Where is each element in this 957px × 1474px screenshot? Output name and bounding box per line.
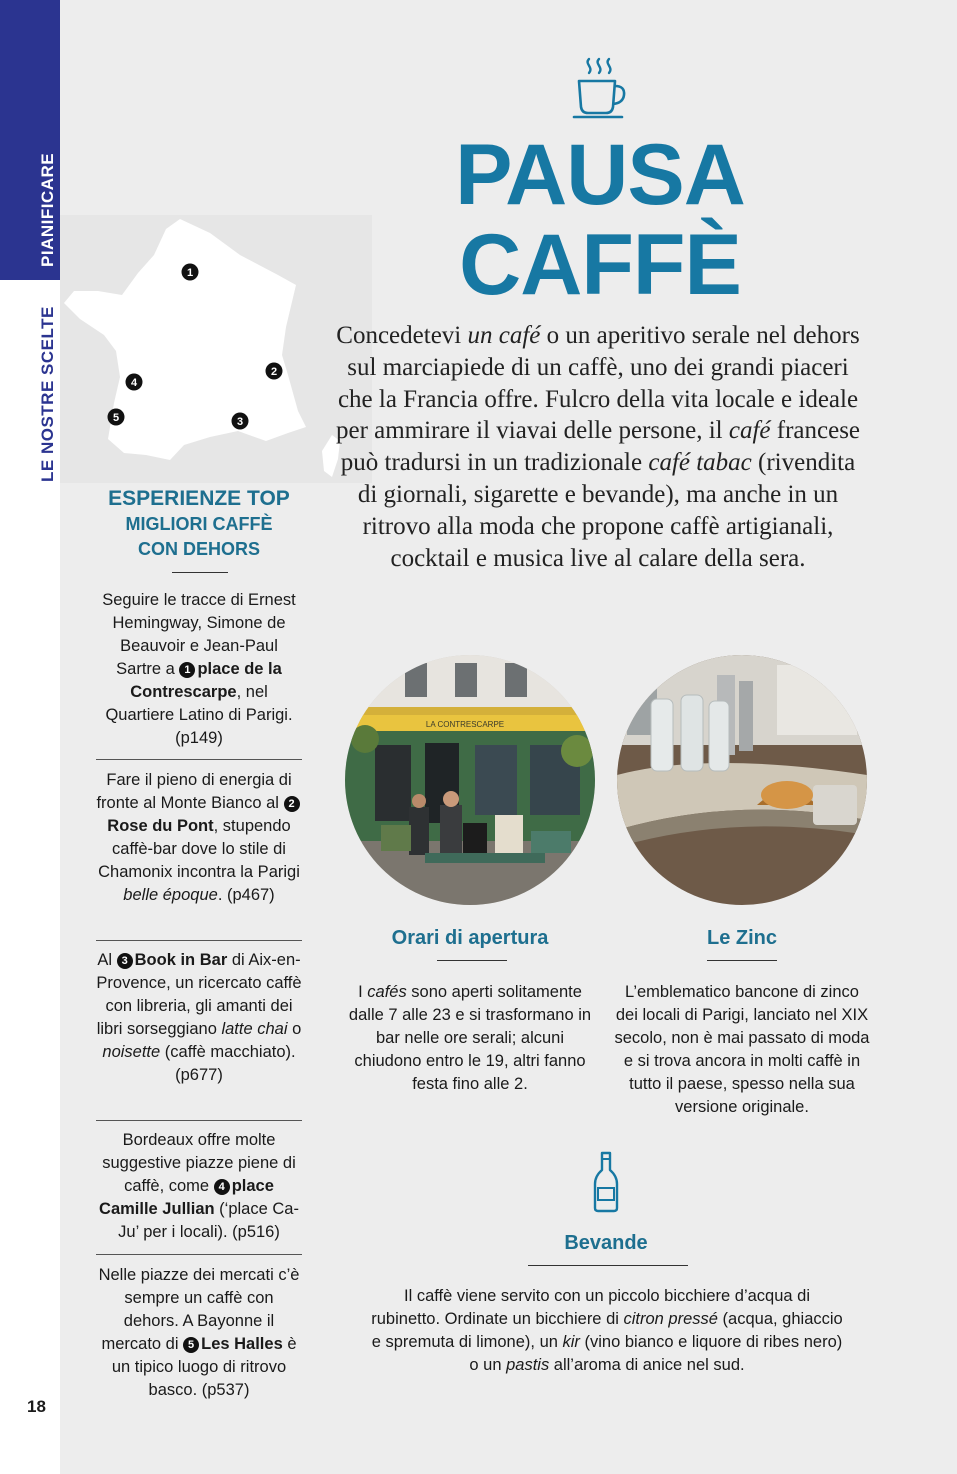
number-badge: 3 <box>117 953 133 969</box>
number-badge: 4 <box>214 1179 230 1195</box>
le-zinc-heading: Le Zinc <box>706 927 777 949</box>
le-zinc-text: L’emblematico bancone di zinco dei locali di Parigi, lanciato nel XIX secolo, non è mai passato di moda e si trova ancora in molti caffè in tutto il paese, spesso nella sua versione originale. <box>614 983 870 1116</box>
map-marker-4 <box>126 374 143 391</box>
drinks-text: Il caffè viene servito con un piccolo bicchiere d’acqua di rubinetto. Ordinate un bicchiere di citron pressé (acqua, ghiaccio e spremuta di limone), un kir (vino bianco e liquore di ribes nero) o un pastis all’aroma di anice nel sud. <box>371 1287 843 1374</box>
experience-item-3: Al 3 Book in Bar di Aix-en-Provence, un ricercato caffè con libreria, gli amanti dei libri sorseggiano latte chai o noisette (caffè macchiato). (p677) <box>96 949 302 1121</box>
svg-text:4: 4 <box>130 377 138 389</box>
divider <box>172 572 228 573</box>
svg-text:3: 3 <box>236 416 244 428</box>
place-name: Les Halles <box>201 1335 283 1353</box>
opening-hours-text: I cafés sono aperti solitamente dalle 7 alle 23 e si trasformano in bar nelle ore serali; alcuni chiudono entro le 19, altri fanno festa fino alle 2. <box>348 983 592 1093</box>
intro-paragraph: Concedetevi un café o un aperitivo serale nel dehors sul marciapiede di un caffè, uno dei grandi piaceri che la Francia offre. Fulcro della vita locale e ideale per ammirare il viavai delle persone, il café francese può tradursi in un tradizionale café tabac (rivendita di giornali, sigarette e bevande), ma anche in un ritrovo alla moda che propone caffè artigianali, cocktail e musica live al calare della sera. <box>335 322 861 572</box>
divider <box>707 960 777 961</box>
section-label: PIANIFICARE <box>38 152 57 267</box>
zinc-bar-photo <box>617 655 867 905</box>
title-line-1: PAUSA <box>455 127 745 223</box>
divider <box>528 1265 688 1266</box>
number-badge: 5 <box>183 1337 199 1353</box>
subsection-label: LE NOSTRE SCELTE <box>38 306 57 482</box>
map-marker-2 <box>266 363 283 380</box>
drinks-heading: Bevande <box>564 1232 648 1254</box>
page-number: 18 <box>27 1397 46 1416</box>
number-badge: 1 <box>179 662 195 678</box>
heading-line-2: MIGLIORI CAFFÈ <box>125 514 273 534</box>
bottle-icon <box>590 1150 622 1214</box>
map-marker-3 <box>232 413 249 430</box>
svg-text:5: 5 <box>112 412 120 424</box>
place-name: Book in Bar <box>134 951 228 969</box>
heading-line-3: CON DEHORS <box>137 539 260 559</box>
page-title <box>420 127 780 313</box>
cafe-exterior-photo <box>345 655 595 905</box>
heading-line-1: ESPERIENZE TOP <box>108 487 290 510</box>
experience-item-2: Fare il pieno di energia di fronte al Monte Bianco al 2Rose du Pont, stupendo caffè-bar dove lo stile di Chamonix incontra la Parigi belle époque. (p467) <box>96 769 302 941</box>
svg-text:2: 2 <box>270 366 278 378</box>
france-map <box>60 215 372 483</box>
svg-text:LA CONTRESCARPE: LA CONTRESCARPE <box>425 720 505 729</box>
experience-item-1: Seguire le tracce di Ernest Hemingway, Simone de Beauvoir e Jean-Paul Sartre a 1 place de la Contrescarpe, nel Quartiere Latino di Parigi. (p149) <box>96 589 302 760</box>
map-marker-5 <box>108 409 125 426</box>
svg-text:1: 1 <box>186 267 194 279</box>
place-name: Rose du Pont <box>107 817 214 835</box>
coffee-cup-icon <box>572 55 628 121</box>
place-name: place Camille Jullian <box>99 1177 274 1218</box>
number-badge: 2 <box>284 796 300 812</box>
france-shape <box>64 219 306 460</box>
map-marker-1 <box>182 264 199 281</box>
experience-item-4: Bordeaux offre molte suggestive piazze piene di caffè, come 4 place Camille Jullian (‘place Ca-Ju’ per i locali). (p516) <box>96 1129 302 1255</box>
cafe-exterior-illustration <box>345 655 595 905</box>
opening-hours-heading: Orari di apertura <box>391 927 549 949</box>
place-name: place de la Contrescarpe <box>130 660 282 701</box>
zinc-bar-illustration <box>617 655 867 905</box>
title-line-2: CAFFÈ <box>459 217 741 313</box>
top-experiences-heading <box>96 485 302 562</box>
experience-item-5: Nelle piazze dei mercati c’è sempre un caffè con dehors. A Bayonne il mercato di 5 Les Halles è un tipico luogo di ritrovo basco. (p537) <box>98 1266 300 1399</box>
divider <box>437 960 507 961</box>
